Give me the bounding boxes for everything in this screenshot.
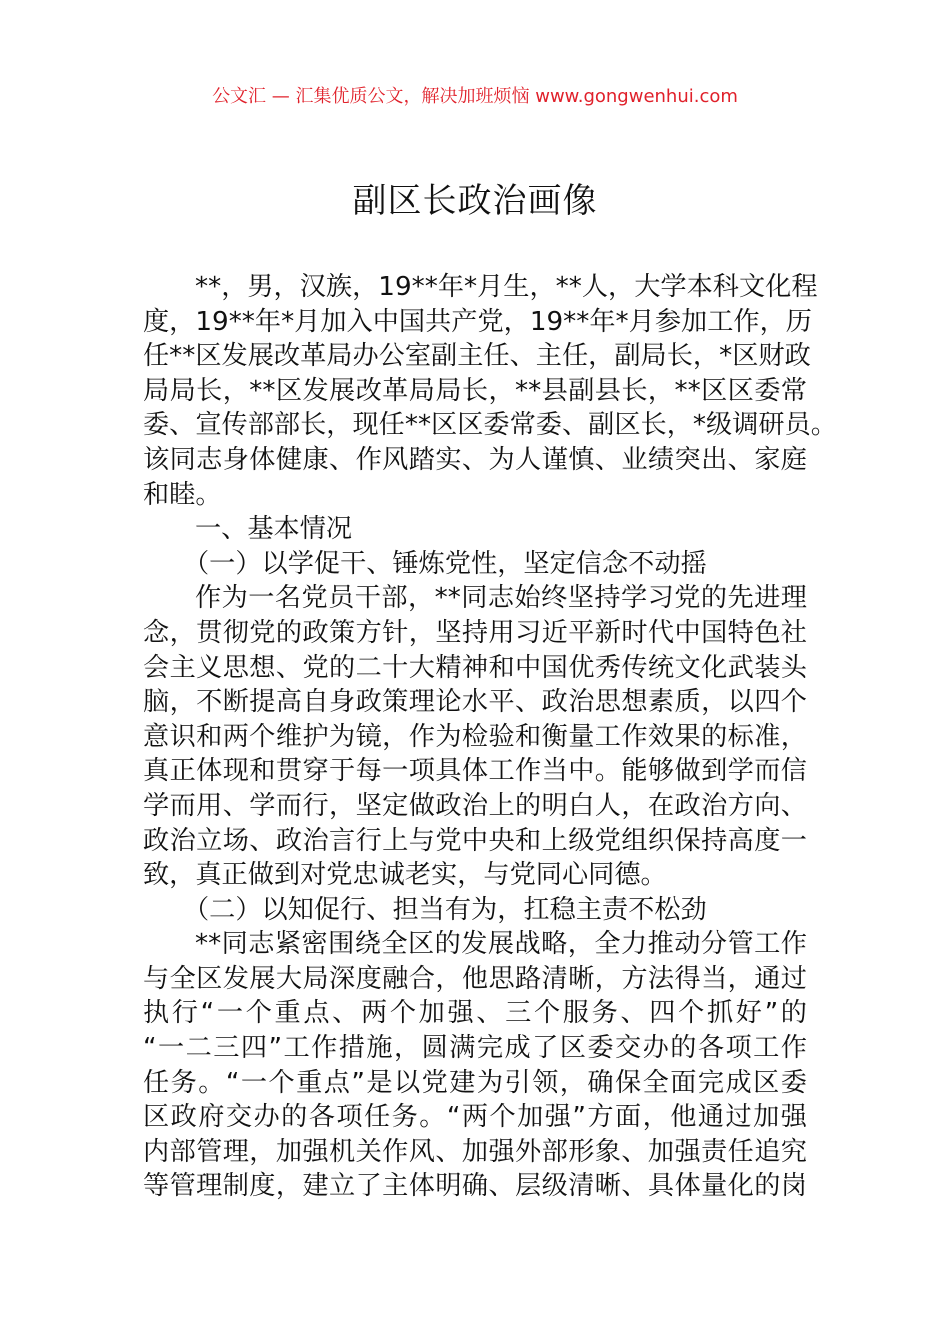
paragraph-line: 局局长，**区发展改革局局长，**县副县长，**区区委常 xyxy=(143,375,807,406)
document-body xyxy=(143,270,837,1204)
paragraph-line: 意识和两个维护为镜，作为检验和衡量工作效果的标准， xyxy=(143,721,807,752)
subsection-heading: （一）以学促干、锤炼党性，坚定信念不动摇 xyxy=(183,548,707,579)
paragraph-line: 该同志身体健康、作风踏实、为人谨慎、业绩突出、家庭 xyxy=(143,444,807,475)
paragraph-line: “一二三四”工作措施，圆满完成了区委交办的各项工作 xyxy=(143,1033,807,1064)
paragraph-line: 真正体现和贯穿于每一项具体工作当中。能够做到学而信 xyxy=(143,756,807,787)
paragraph-line: 任**区发展改革局办公室副主任、主任，副局长，*区财政 xyxy=(143,341,811,372)
paragraph-line: 作为一名党员干部，**同志始终坚持学习党的先进理 xyxy=(195,583,807,614)
paragraph-line: 执行“一个重点、两个加强、三个服务、四个抓好”的 xyxy=(143,998,807,1029)
paragraph-line: 委、宣传部部长，现任**区区委常委、副区长，*级调研员。 xyxy=(143,410,837,441)
section-heading: 一、基本情况 xyxy=(195,514,353,545)
paragraph-line: 脑，不断提高自身政策理论水平、政治思想素质，以四个 xyxy=(143,687,807,718)
paragraph-line: 区政府交办的各项任务。“两个加强”方面，他通过加强 xyxy=(143,1102,807,1133)
paragraph-line: 内部管理，加强机关作风、加强外部形象、加强责任追究 xyxy=(143,1136,807,1167)
paragraph-line: 念，贯彻党的政策方针，坚持用习近平新时代中国特色社 xyxy=(143,617,807,648)
document-title: 副区长政治画像 xyxy=(352,181,598,221)
paragraph-line: **，男，汉族，19**年*月生，**人，大学本科文化程 xyxy=(195,272,818,302)
paragraph-line: 等管理制度，建立了主体明确、层级清晰、具体量化的岗 xyxy=(143,1171,807,1202)
paragraph-line: 任务。“一个重点”是以党建为引领，确保全面完成区委 xyxy=(143,1067,807,1098)
paragraph-line: 会主义思想、党的二十大精神和中国优秀传统文化武装头 xyxy=(143,652,807,683)
paragraph-line: **同志紧密围绕全区的发展战略，全力推动分管工作 xyxy=(195,929,807,960)
paragraph-line: 与全区发展大局深度融合，他思路清晰，方法得当，通过 xyxy=(143,963,807,994)
paragraph-line: 度，19**年*月加入中国共产党，19**年*月参加工作，历 xyxy=(143,306,812,337)
header-banner: 公文汇 — 汇集优质公文，解决加班烦恼 www.gongwenhui.com xyxy=(212,86,738,107)
paragraph-line: 政治立场、政治言行上与党中央和上级党组织保持高度一 xyxy=(143,825,807,856)
subsection-heading: （二）以知促行、担当有为，扛稳主责不松劲 xyxy=(183,894,707,925)
paragraph-line: 学而用、学而行，坚定做政治上的明白人，在政治方向、 xyxy=(143,790,807,821)
paragraph-line: 致，真正做到对党忠诚老实，与党同心同德。 xyxy=(143,860,667,891)
paragraph-line: 和睦。 xyxy=(143,479,222,510)
